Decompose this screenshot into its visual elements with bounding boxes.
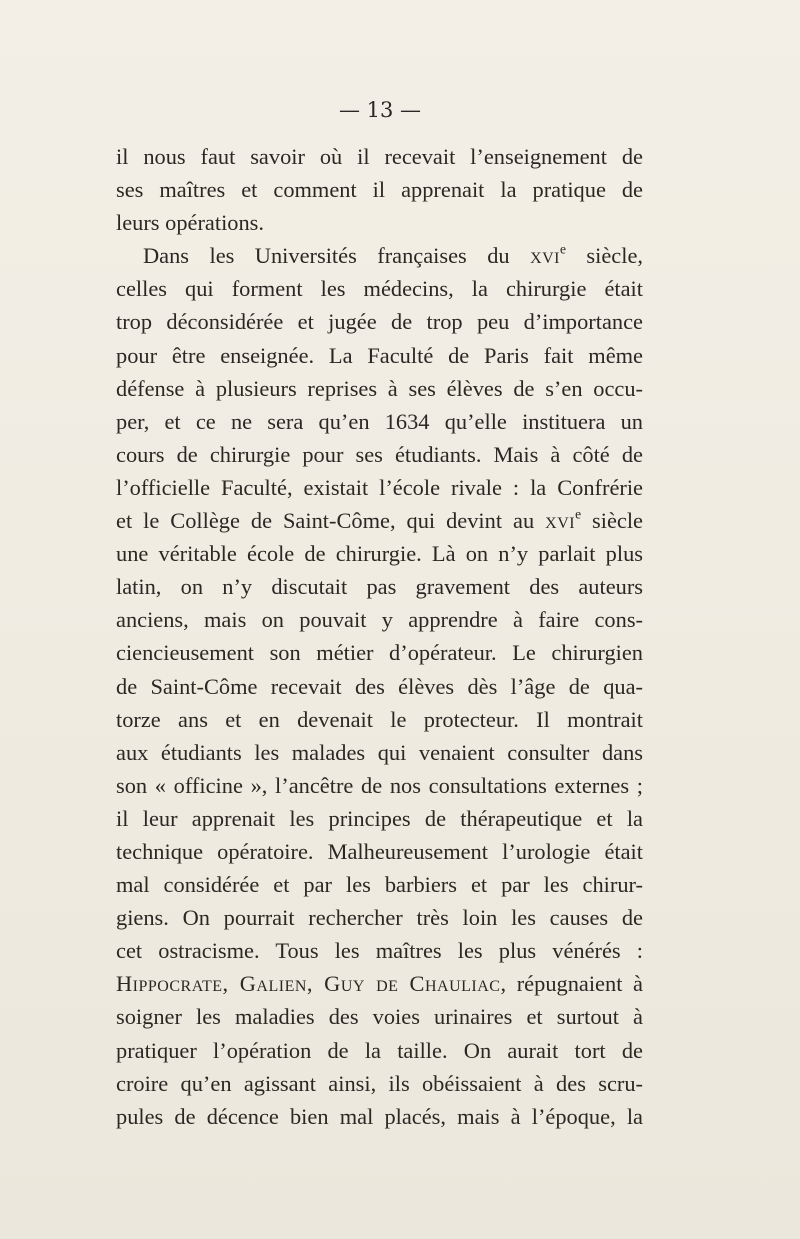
text-line: son « officine », l’ancêtre de nos consultations externes ; <box>116 772 643 798</box>
page-number: — 13 — <box>338 98 422 122</box>
text-line: per, et ce ne sera qu’en 1634 qu’elle instituera un <box>116 408 643 434</box>
text-line: il nous faut savoir où il recevait l’enseignement de <box>116 144 643 169</box>
text-line: aux étudiants les malades qui venaient consulter dans <box>116 739 643 765</box>
text-line: ciencieusement son métier d’opérateur. Le chirurgien <box>116 640 643 666</box>
body-text <box>116 140 643 1133</box>
text-line: leurs opérations. <box>116 210 264 236</box>
text-line: il leur apprenait les principes de thérapeutique et la <box>116 805 643 831</box>
text-line: l’officielle Faculté, existait l’école rivale : la Confrérie <box>116 474 643 500</box>
text-line: Dans les Universités françaises du xvi$^e$ siècle, <box>143 241 643 269</box>
text-line: cet ostracisme. Tous les maîtres les plus vénérés : <box>116 938 643 964</box>
text-line: anciens, mais on pouvait y apprendre à faire cons- <box>116 607 643 633</box>
text-line: soigner les maladies des voies urinaires et surtout à <box>116 1004 643 1030</box>
text-line: une véritable école de chirurgie. Là on n’y parlait plus <box>116 541 643 567</box>
text-line: pour être enseignée. La Faculté de Paris fait même <box>116 342 643 368</box>
text-line: et le Collège de Saint-Côme, qui devint au xvi$^e$ siècle <box>116 506 643 534</box>
text-line: ses maîtres et comment il apprenait la pratique de <box>116 177 643 203</box>
text-line: cours de chirurgie pour ses étudiants. Mais à côté de <box>116 441 643 467</box>
text-line: pules de décence bien mal placés, mais à l’époque, la <box>116 1103 643 1129</box>
text-line: de Saint-Côme recevait des élèves dès l’âge de qua- <box>116 673 643 699</box>
text-line: mal considérée et par les barbiers et par les chirur- <box>116 872 643 898</box>
text-line: défense à plusieurs reprises à ses élèves de s’en occu- <box>116 375 643 401</box>
text-line: trop déconsidérée et jugée de trop peu d’importance <box>116 309 643 335</box>
text-line: latin, on n’y discutait pas gravement des auteurs <box>116 574 643 600</box>
text-line: croire qu’en agissant ainsi, ils obéissaient à des scru- <box>116 1070 643 1096</box>
text-line: technique opératoire. Malheureusement l’urologie était <box>116 838 643 864</box>
text-line: giens. On pourrait rechercher très loin les causes de <box>116 905 643 931</box>
text-line: pratiquer l’opération de la taille. On aurait tort de <box>116 1037 643 1063</box>
text-line: celles qui forment les médecins, la chirurgie était <box>116 276 643 302</box>
text-line: Hippocrate, Galien, Guy de Chauliac, répugnaient à <box>116 971 643 997</box>
text-line: torze ans et en devenait le protecteur. Il montrait <box>116 706 643 732</box>
